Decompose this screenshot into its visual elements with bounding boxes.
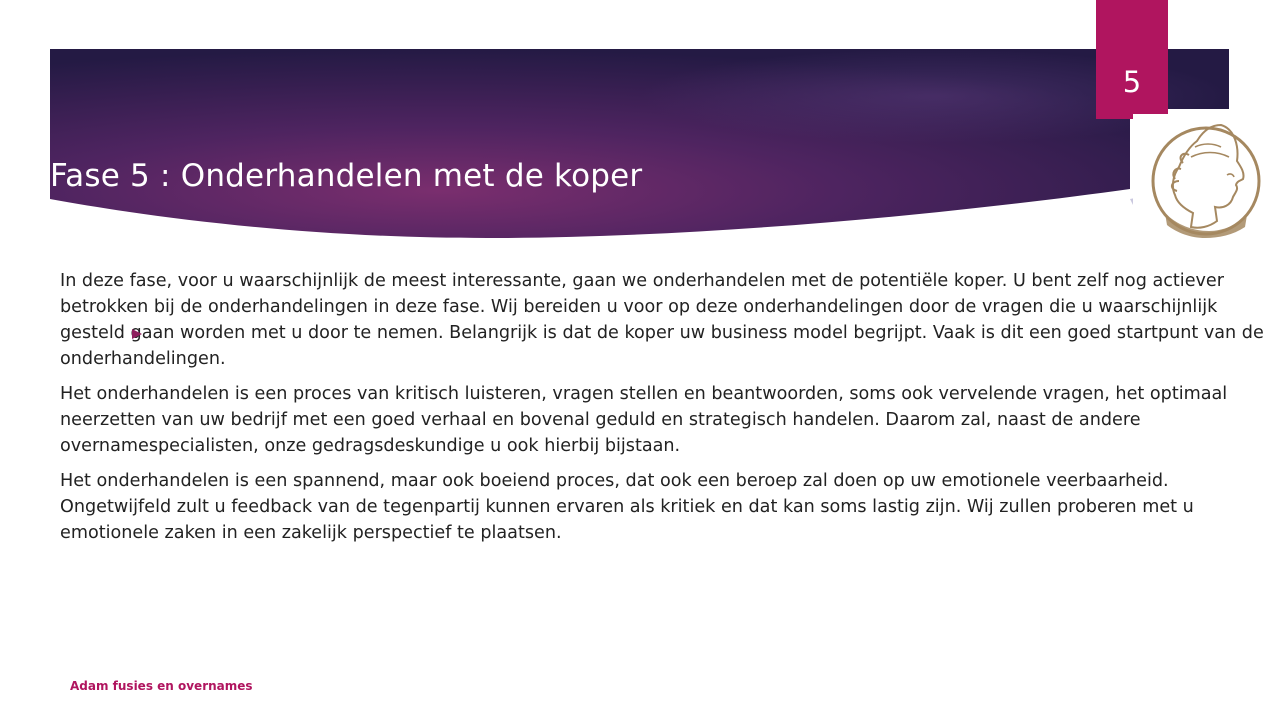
- portrait-medallion-icon: [1147, 117, 1265, 241]
- slide-title: Fase 5 : Onderhandelen met de koper: [50, 158, 643, 194]
- page-number: 5: [1122, 65, 1142, 99]
- paragraph: Het onderhandelen is een proces van kritisch luisteren, vragen stellen en beantwoorden, soms ook vervelende vragen, het optimaal neerzetten van uw bedrijf met een goed verhaal en bovenal geduld en strategisch handelen. Daarom zal, naast de andere overnamespecialisten, onze gedragsdeskundige u ook hierbij bijstaan.: [60, 384, 1228, 456]
- logo-container: [1133, 114, 1280, 244]
- title-banner: [50, 49, 1229, 239]
- page-number-tab: [1096, 0, 1168, 119]
- paragraph: Het onderhandelen is een spannend, maar ook boeiend proces, dat ook een beroep zal doen op uw emotionele veerbaarheid. Ongetwijfeld zult u feedback van de tegenpartij kunnen ervaren als kritiek en dat kan soms lastig zijn. Wij zullen proberen met u emotionele zaken in een zakelijk perspectief te plaatsen.: [60, 471, 1194, 543]
- paragraph: In deze fase, voor u waarschijnlijk de meest interessante, gaan we onderhandelen met de potentiële koper. U bent zelf nog actiever betrokken bij de onderhandelingen in deze fase. Wij bereiden u voor op deze onderhandelingen door de vragen die u waarschijnlijk gesteld gaan worden met u door te nemen. Belangrijk is dat de koper uw business model begrijpt. Vaak is dit een goed startpunt van de onderhandelingen.: [60, 271, 1264, 369]
- content-body: [60, 268, 1275, 555]
- triangle-bullet-icon: [132, 329, 142, 339]
- footer-text: Adam fusies en overnames: [70, 679, 253, 693]
